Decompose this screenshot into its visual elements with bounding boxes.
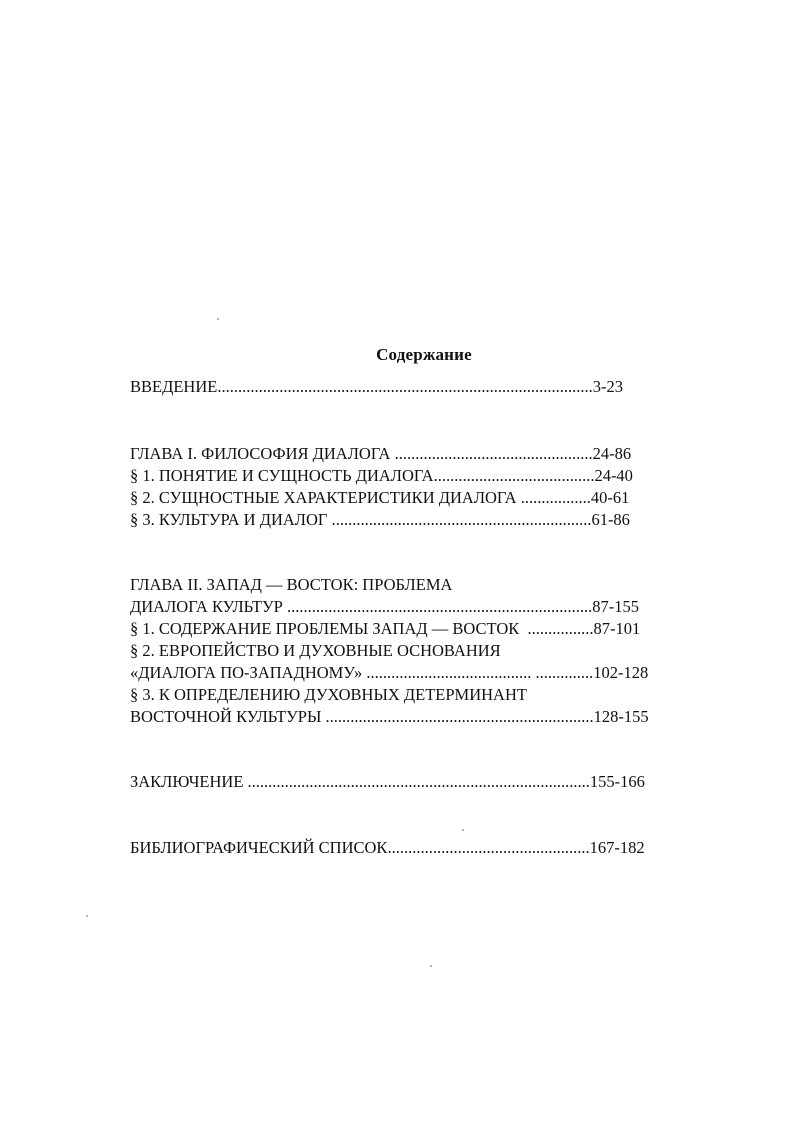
toc-entry-text: «ДИАЛОГА ПО-ЗАПАДНОМУ» [130, 663, 367, 682]
toc-entry-pages: 24-86 [592, 444, 632, 463]
toc-entry-pages: 3-23 [592, 377, 623, 396]
toc-entry-chapter-2-line-2 [130, 596, 639, 618]
toc-entry-text: ДИАЛОГА КУЛЬТУР [130, 597, 287, 616]
toc-entry-ch2-section-1 [130, 618, 640, 640]
toc-entry-ch2-section-3-line-2 [130, 706, 649, 728]
scan-speck [86, 915, 88, 917]
toc-entry-pages: 155-166 [589, 772, 645, 791]
toc-entry-bibliography [130, 837, 645, 859]
toc-entry-leader: ........................................ .............. [366, 663, 594, 682]
toc-entry-leader: ................. [520, 488, 591, 507]
scan-speck [462, 829, 464, 831]
toc-entry-text: § 1. СОДЕРЖАНИЕ ПРОБЛЕМЫ ЗАПАД — ВОСТОК [130, 619, 528, 638]
toc-entry-ch1-section-2 [130, 487, 629, 509]
toc-entry-text: БИБЛИОГРАФИЧЕСКИЙ СПИСОК [130, 838, 388, 857]
toc-entry-text: § 2. ЕВРОПЕЙСТВО И ДУХОВНЫЕ ОСНОВАНИЯ [130, 641, 501, 660]
toc-entry-introduction [130, 376, 623, 398]
toc-entry-text: ГЛАВА II. ЗАПАД — ВОСТОК: ПРОБЛЕМА [130, 575, 453, 594]
toc-entry-leader: ................ [527, 619, 594, 638]
toc-entry-text: ВОСТОЧНОЙ КУЛЬТУРЫ [130, 707, 326, 726]
toc-entry-ch2-section-3-line-1 [130, 684, 527, 706]
toc-entry-text: ЗАКЛЮЧЕНИЕ [130, 772, 248, 791]
scan-speck [217, 318, 219, 320]
toc-entry-text: § 3. К ОПРЕДЕЛЕНИЮ ДУХОВНЫХ ДЕТЕРМИНАНТ [130, 685, 527, 704]
toc-entry-text: § 2. СУЩНОСТНЫЕ ХАРАКТЕРИСТИКИ ДИАЛОГА [130, 488, 521, 507]
toc-entry-leader: ............................................................... [331, 510, 592, 529]
toc-entry-text: ГЛАВА I. ФИЛОСОФИЯ ДИАЛОГА [130, 444, 395, 463]
toc-entry-pages: 167-182 [589, 838, 645, 857]
toc-entry-pages: 87-155 [592, 597, 639, 616]
toc-entry-pages: 40-61 [590, 488, 630, 507]
toc-entry-leader: ................................................. [387, 838, 590, 857]
toc-entry-leader: ................................................................. [325, 707, 594, 726]
toc-title: Содержание [376, 345, 472, 364]
toc-entry-leader: ................................................ [394, 444, 593, 463]
toc-entry-ch2-section-2-line-2 [130, 662, 648, 684]
scan-speck [430, 965, 432, 967]
toc-entry-text: ВВЕДЕНИЕ [130, 377, 218, 396]
toc-entry-leader: ........................................................................................... [217, 377, 593, 396]
toc-entry-ch2-section-2-line-1 [130, 640, 501, 662]
toc-entry-text: § 3. КУЛЬТУРА И ДИАЛОГ [130, 510, 332, 529]
toc-entry-chapter-1 [130, 443, 631, 465]
toc-entry-pages: 102-128 [593, 663, 649, 682]
toc-entry-pages: 61-86 [591, 510, 630, 529]
toc-entry-pages: 24-40 [594, 466, 633, 485]
toc-entry-chapter-2-line-1 [130, 574, 452, 596]
toc-entry-pages: 87-101 [593, 619, 641, 638]
toc-entry-leader: .......................................................................... [286, 597, 593, 616]
toc-entry-ch1-section-1 [130, 465, 633, 487]
toc-entry-leader: ....................................... [433, 466, 595, 485]
toc-entry-leader: ................................................................................... [247, 772, 590, 791]
toc-entry-ch1-section-3 [130, 509, 630, 531]
toc-entry-text: § 1. ПОНЯТИЕ И СУЩНОСТЬ ДИАЛОГА [130, 466, 434, 485]
toc-entry-pages: 128-155 [593, 707, 649, 726]
toc-entry-conclusion [130, 771, 645, 793]
